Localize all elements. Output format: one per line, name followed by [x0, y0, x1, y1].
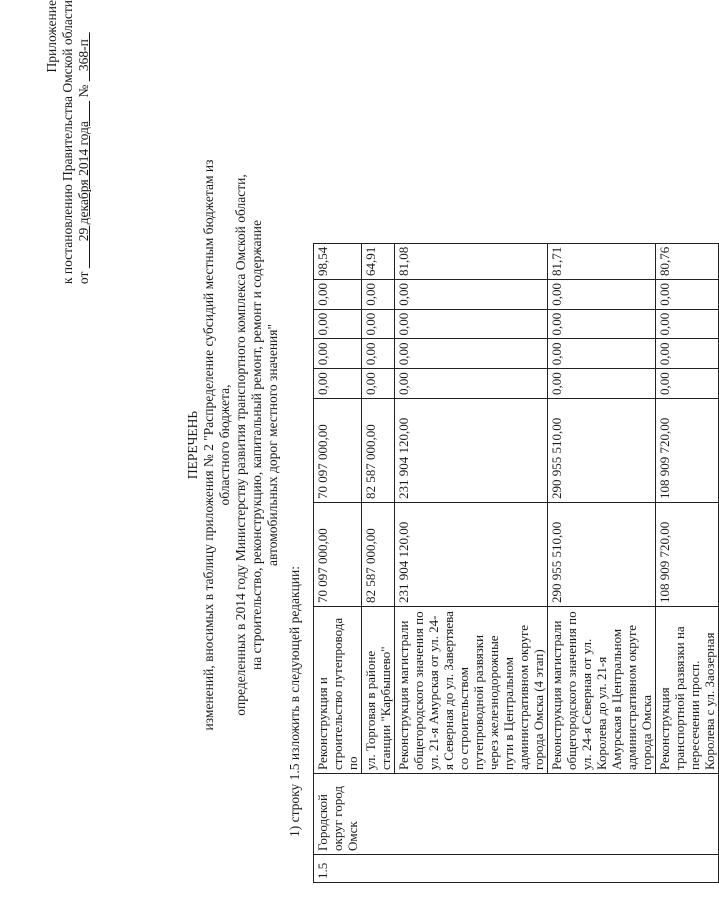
zero-cell: 0,00 — [314, 339, 362, 369]
zero-cell: 0,00 — [314, 309, 362, 339]
from-label: от — [76, 271, 91, 285]
amount-cell: 108 909 720,00 — [656, 503, 719, 607]
appendix-resolution: к постановлению Правительства Омской области — [60, 0, 75, 285]
amount-cell: 82 587 000,00 — [362, 503, 395, 607]
zero-cell: 0,00 — [656, 339, 719, 369]
row-number-cell: 1.5 — [314, 855, 719, 883]
sum-cell: 70 097 000,00 — [314, 399, 362, 503]
zero-cell: 0,00 — [314, 280, 362, 310]
zero-cell: 0,00 — [362, 309, 395, 339]
heading-line: изменений, вносимых в таблицу приложения № 2 "Распределение субсидий местным бюджетам из областного бюджета, — [201, 159, 232, 731]
heading-line: на строительство, реконструкцию, капитальный ремонт, ремонт и содержание — [249, 220, 264, 670]
percent-cell: 98,54 — [314, 243, 362, 279]
zero-cell: 0,00 — [362, 280, 395, 310]
object-cell: Реконструкция и строительство путепровода по — [314, 607, 362, 774]
zero-cell: 0,00 — [656, 280, 719, 310]
heading-title: ПЕРЕЧЕНЬ — [185, 410, 200, 480]
resolution-number: 368-п — [76, 39, 91, 72]
object-cell: Реконструкция магистрали общегородского значения по ул. 24-я Северная от ул. Королева до ул. 21-я Амурская в Центральном административном округе города Омска — [548, 607, 656, 774]
document-heading — [185, 135, 281, 755]
zero-cell: 0,00 — [395, 339, 548, 369]
zero-cell: 0,00 — [395, 280, 548, 310]
municipality-cell: Городской округ город Омск — [314, 774, 719, 855]
zero-cell: 0,00 — [362, 339, 395, 369]
resolution-date: 29 декабря 2014 года — [76, 121, 91, 242]
appendix-title: Приложение — [44, 0, 59, 73]
percent-cell: 81,71 — [548, 243, 656, 279]
number-label: № — [76, 84, 91, 98]
amount-cell: 70 097 000,00 — [314, 503, 362, 607]
amount-cell: 231 904 120,00 — [395, 503, 548, 607]
amount-cell: 290 955 510,00 — [548, 503, 656, 607]
zero-cell: 0,00 — [395, 369, 548, 399]
sum-cell: 231 904 120,00 — [395, 399, 548, 503]
object-cell: ул. Торговая в районе станции "Карбышево" — [362, 607, 395, 774]
percent-cell: 80,76 — [656, 243, 719, 279]
zero-cell: 0,00 — [548, 309, 656, 339]
percent-cell: 81,08 — [395, 243, 548, 279]
table-row — [314, 243, 362, 882]
sum-cell: 290 955 510,00 — [548, 399, 656, 503]
object-cell: Реконструкция транспортной развязки на пересечении просп. Королева с ул. Заозерная — [656, 607, 719, 774]
appendix-header — [44, 0, 92, 284]
zero-cell: 0,00 — [656, 369, 719, 399]
zero-cell: 0,00 — [314, 369, 362, 399]
intro-text: 1) строку 1.5 изложить в следующей редакции: — [287, 565, 302, 837]
appendix-date-line — [76, 0, 92, 284]
subsidy-table — [313, 243, 719, 883]
zero-cell: 0,00 — [548, 339, 656, 369]
heading-line: определенных в 2014 году Министерству развития транспортного комплекса Омской области, — [233, 174, 248, 716]
zero-cell: 0,00 — [548, 369, 656, 399]
sum-cell: 82 587 000,00 — [362, 399, 395, 503]
zero-cell: 0,00 — [395, 309, 548, 339]
sum-cell: 108 909 720,00 — [656, 399, 719, 503]
zero-cell: 0,00 — [548, 280, 656, 310]
heading-line: автомобильных дорог местного значения" — [265, 324, 280, 566]
zero-cell: 0,00 — [656, 309, 719, 339]
percent-cell: 64,91 — [362, 243, 395, 279]
object-cell: Реконструкция магистрали общегородского значения по ул. 21-я Амурская от ул. 24-я Северная до ул. Завертяева со строительством путепроводной развязки через железнодорожные пути в Центральном административном округе города Омска (4 этап) — [395, 607, 548, 774]
zero-cell: 0,00 — [362, 369, 395, 399]
